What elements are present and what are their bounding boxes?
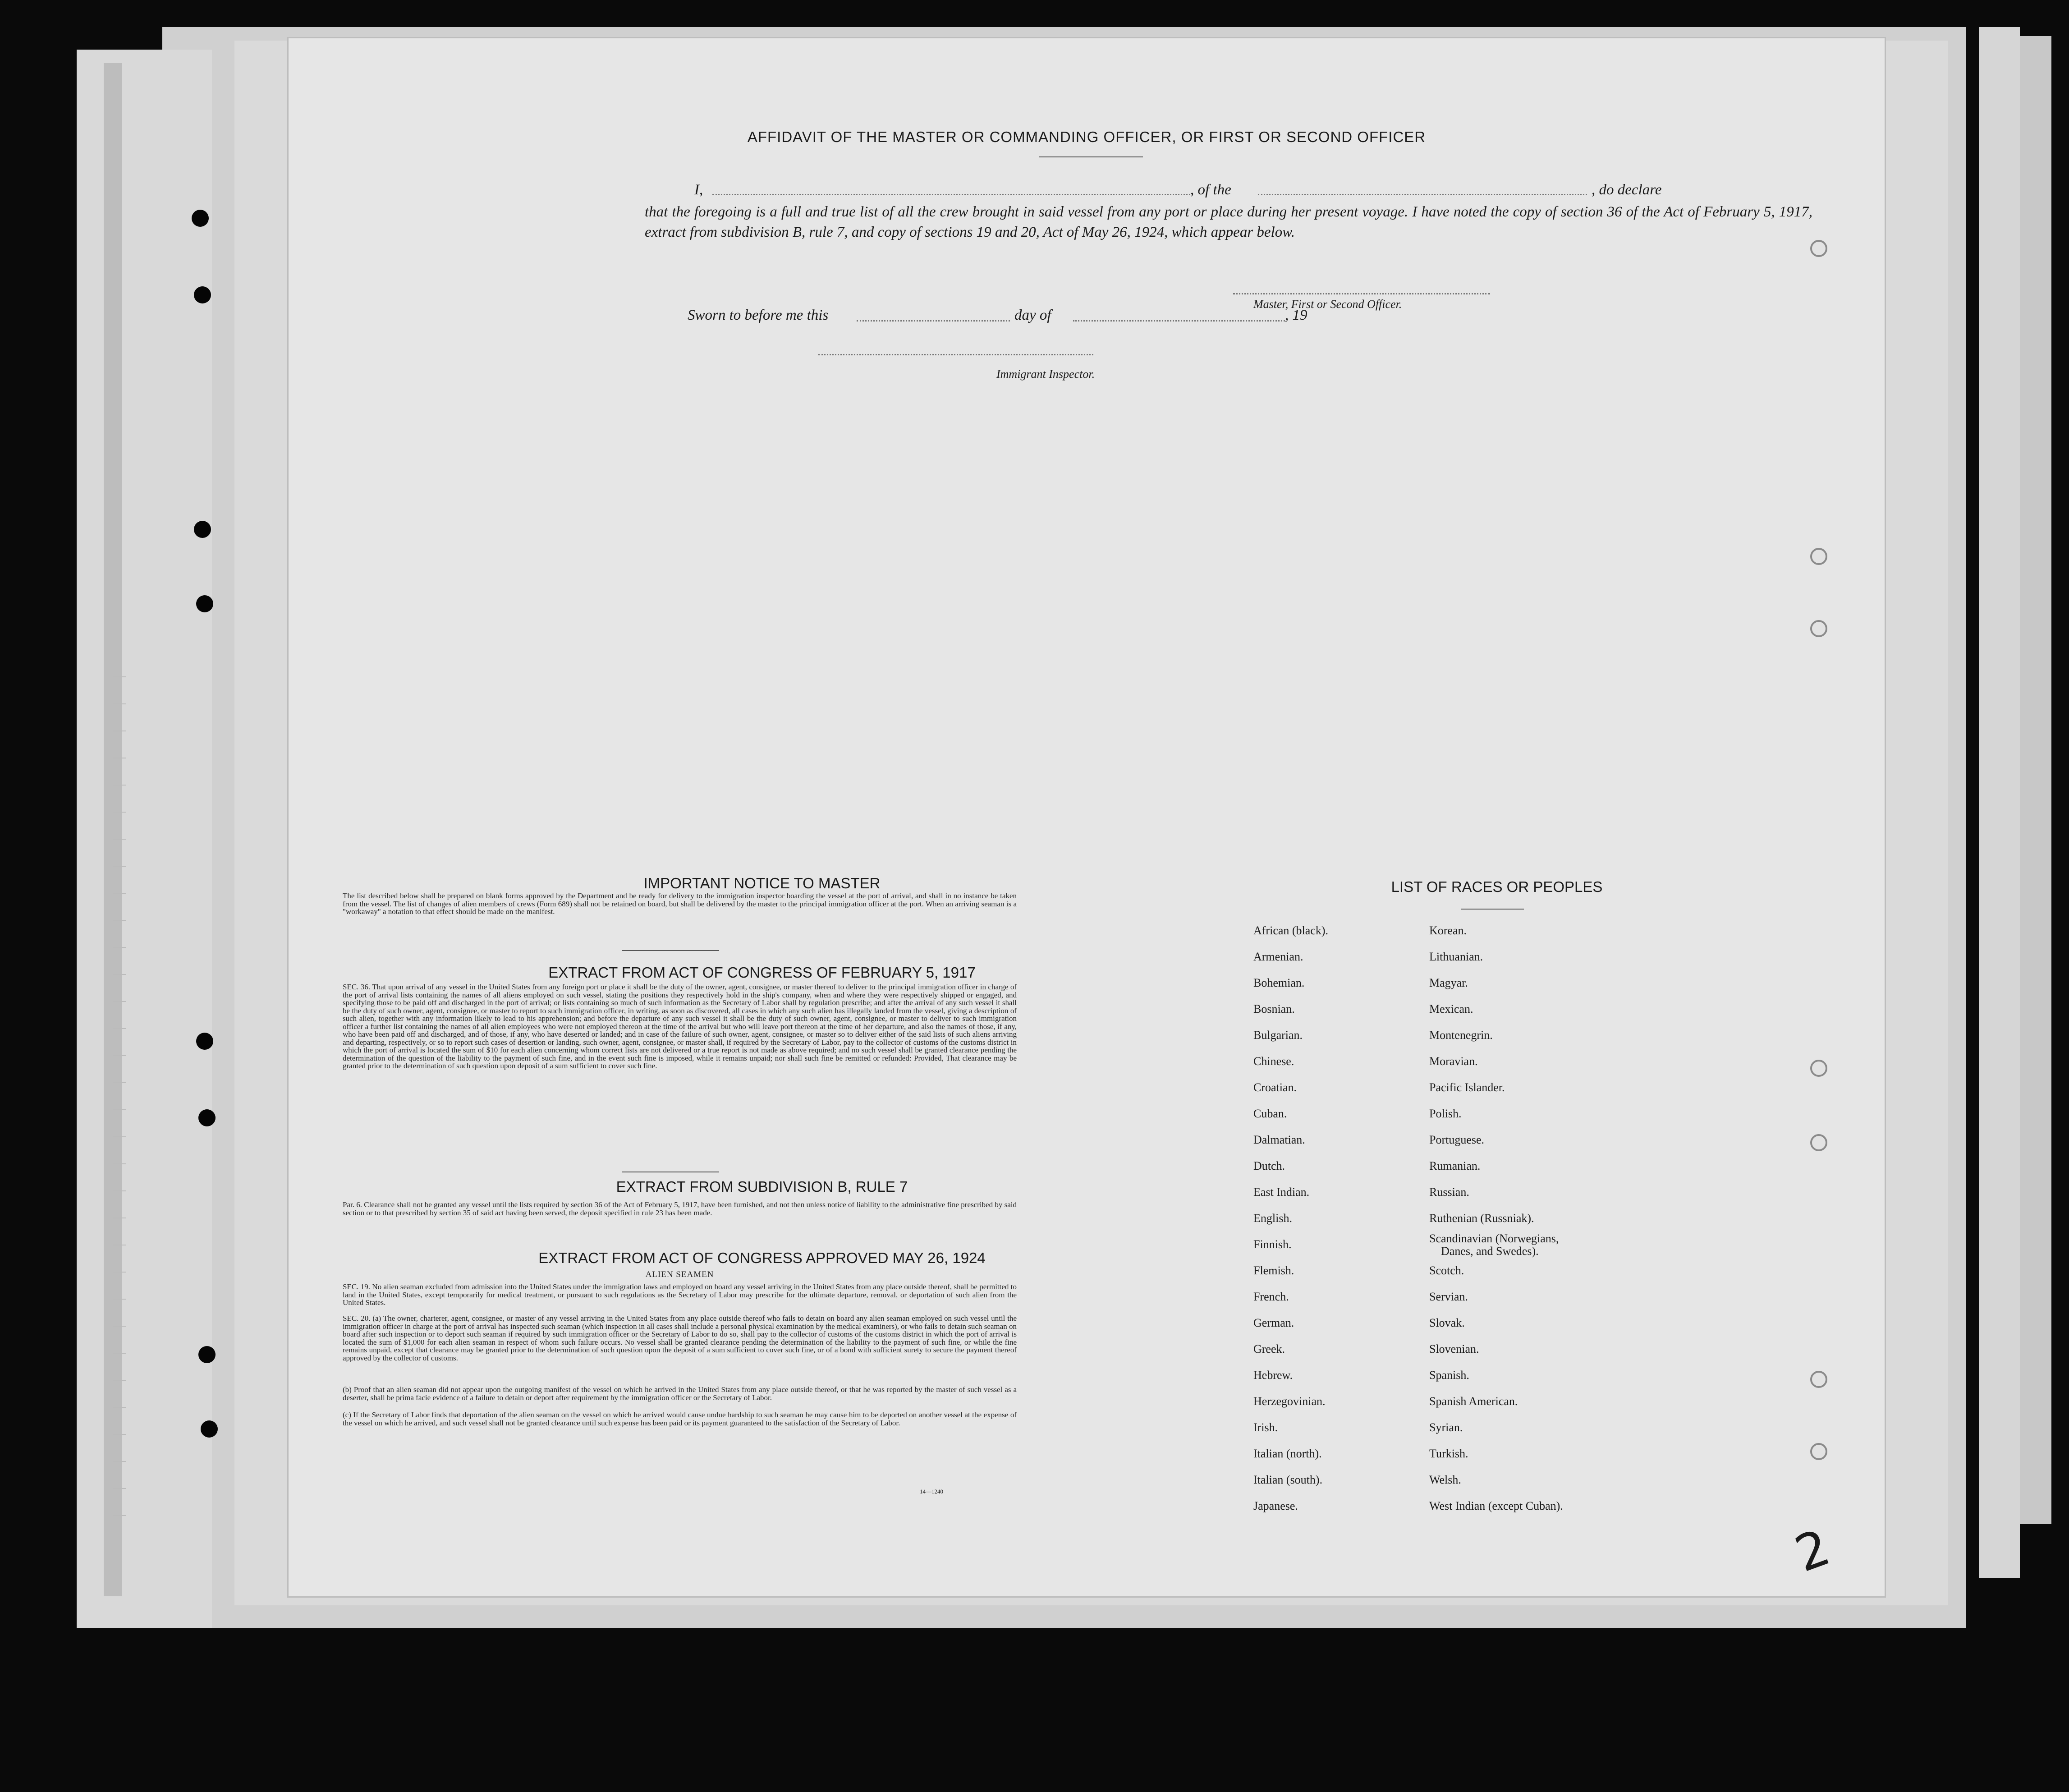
race-item: Montenegrin. — [1429, 1029, 1493, 1042]
punch-hole — [1810, 1443, 1827, 1460]
name-blank[interactable] — [712, 194, 1190, 195]
inspector-label: Immigrant Inspector. — [996, 368, 1095, 381]
race-item: Polish. — [1429, 1107, 1462, 1120]
notice-rule — [622, 950, 719, 951]
race-item: Magyar. — [1429, 976, 1468, 989]
extract-1924-title: EXTRACT FROM ACT OF CONGRESS APPROVED MAY 26, 1924 — [538, 1250, 986, 1266]
race-item: Bohemian. — [1253, 976, 1305, 989]
race-item: Irish. — [1253, 1421, 1278, 1434]
race-item: Spanish American. — [1429, 1395, 1518, 1408]
sec20b-text: (b) Proof that an alien seaman did not appear upon the outgoing manifest of the vessel on which he arrived in the United States from any place outside thereof, or that he was reported by the master of such vessel as a deserter, shall be prima facie evidence of a failure to detain or deport after requirement by the immigration officer or the Secretary of Labor. — [343, 1385, 1017, 1402]
race-item: Slovenian. — [1429, 1342, 1479, 1355]
title-rule — [1039, 156, 1143, 157]
inspector-blank[interactable] — [818, 354, 1093, 355]
race-item: African (black). — [1253, 924, 1329, 937]
notice-text: The list described below shall be prepared on blank forms approved by the Department and be ready for delivery to the immigration inspector boarding the vessel at the port of arrival, and shall in no instance be taken from the vessel. The list of changes of alien members of crews (Form 689) shall not be retained on board, but shall be delivered by the master to the principal immigration officer at the port. When an arriving seaman is a "workaway" a notation to that effect should be made on the manifest. — [343, 891, 1017, 916]
binder-hole — [201, 1420, 218, 1438]
punch-hole — [1810, 240, 1827, 257]
race-item: Portuguese. — [1429, 1133, 1485, 1146]
race-item: Bosnian. — [1253, 1002, 1295, 1015]
race-item: Korean. — [1429, 924, 1467, 937]
race-item: Japanese. — [1253, 1499, 1298, 1512]
affidavit-title: AFFIDAVIT OF THE MASTER OR COMMANDING OFFICER, OR FIRST OR SECOND OFFICER — [747, 129, 1426, 145]
race-item: Servian. — [1429, 1290, 1468, 1303]
race-item: Finnish. — [1253, 1238, 1292, 1251]
right-page-edge-2 — [2020, 36, 2051, 1524]
race-item: Syrian. — [1429, 1421, 1463, 1434]
sec19-text: SEC. 19. No alien seaman excluded from admission into the United States under the immigration laws and employed on board any vessel arriving in the United States from any place outside thereof, shall be permitted to land in the United States, except temporarily for medical treatment, or pursuant to such regulations as the Secretary of Labor may prescribe for the ultimate departure, removal, or deportation of such alien from the United States. — [343, 1282, 1017, 1307]
race-item: French. — [1253, 1290, 1289, 1303]
race-item: Dutch. — [1253, 1159, 1285, 1172]
race-item: Mexican. — [1429, 1002, 1473, 1015]
sec20c-text: (c) If the Secretary of Labor finds that deportation of the alien seaman on the vessel on which he arrived would cause undue hardship to such seaman he may cause him to be deported on another vessel at the expense of the vessel on which he arrived, and such vessel shall not be granted clearance until such expense has been paid or its payment guaranteed to the satisfaction of the Secretary of Labor. — [343, 1411, 1017, 1427]
right-page-edge — [1979, 27, 2020, 1578]
notice-title: IMPORTANT NOTICE TO MASTER — [643, 875, 881, 891]
race-item: Cuban. — [1253, 1107, 1287, 1120]
form-number: 14—1240 — [920, 1488, 943, 1495]
race-item: Scotch. — [1429, 1264, 1464, 1277]
races-title: LIST OF RACES OR PEOPLES — [1391, 878, 1603, 895]
affidavit-i: I, — [694, 182, 703, 198]
binder-hole — [192, 210, 209, 227]
races-left-column — [1253, 918, 1328, 1519]
punch-hole — [1810, 1134, 1827, 1151]
form-page — [289, 38, 1885, 1596]
rule7-title: EXTRACT FROM SUBDIVISION B, RULE 7 — [616, 1178, 908, 1195]
day-blank[interactable] — [857, 320, 1010, 322]
affidavit-of-the: , of the — [1190, 182, 1231, 198]
race-item: Greek. — [1253, 1342, 1285, 1355]
race-item: Italian (south). — [1253, 1473, 1323, 1486]
race-item: Ruthenian (Russniak). — [1429, 1212, 1534, 1225]
left-binder-edge — [77, 50, 212, 1628]
race-item: Italian (north). — [1253, 1447, 1322, 1460]
race-item: Armenian. — [1253, 950, 1303, 963]
race-item: West Indian (except Cuban). — [1429, 1499, 1563, 1512]
race-item: Slovak. — [1429, 1316, 1465, 1329]
rule7-text: Par. 6. Clearance shall not be granted any vessel until the lists required by section 36 of the Act of February 5, 1917, have been furnished, and not then unless notice of liability to the administrative fine prescribed by said section or to that prescribed by section 35 of said act having been served, the deposit specified in rule 23 has been made. — [343, 1200, 1017, 1217]
binder-hole — [198, 1109, 216, 1126]
binder-hole — [196, 595, 213, 612]
race-item: Flemish. — [1253, 1264, 1294, 1277]
race-item: Rumanian. — [1429, 1159, 1481, 1172]
race-item: Scandinavian (Norwegians, Danes, and Swedes). — [1429, 1232, 1559, 1258]
sworn-text: Sworn to before me this — [688, 307, 829, 323]
race-item: Lithuanian. — [1429, 950, 1483, 963]
race-item: Dalmatian. — [1253, 1133, 1305, 1146]
binder-hole — [194, 286, 211, 303]
race-item: Spanish. — [1429, 1369, 1469, 1382]
year-text: , 19 — [1285, 307, 1307, 323]
race-item: Herzegovinian. — [1253, 1395, 1326, 1408]
race-item: Chinese. — [1253, 1055, 1294, 1068]
punch-hole — [1810, 548, 1827, 565]
race-item: Moravian. — [1429, 1055, 1478, 1068]
race-item: English. — [1253, 1212, 1292, 1225]
month-blank[interactable] — [1073, 320, 1285, 322]
races-right-column — [1429, 918, 1563, 1519]
binder-hole — [198, 1346, 216, 1363]
vessel-blank[interactable] — [1258, 194, 1587, 195]
binder-hole — [194, 521, 211, 538]
signature-blank[interactable] — [1233, 293, 1490, 294]
race-item: German. — [1253, 1316, 1294, 1329]
race-item: East Indian. — [1253, 1185, 1310, 1199]
day-of-text: day of — [1014, 307, 1051, 323]
sec20a-text: SEC. 20. (a) The owner, charterer, agent, consignee, or master of any vessel arriving in the United States from any place outside thereof who fails to detain on board any alien seaman employed on such vessel until the immigration officer in charge at the port of arrival has inspected such seaman (which inspection in all cases shall include a personal physical examination by the medical examiners), or who fails to detain such seaman on board after such inspection or to deport such seaman if required by such immigration officer or the Secretary of Labor to do so, shall pay to the collector of customs of the customs district in which the port of arrival is located the sum of $1,000 for each alien seaman in respect of whom such failure occurs. No vessel shall be granted clearance pending the determination of the liability to the payment of such fine, or while the fine remains unpaid, except that clearance may be granted prior to the determination of such question upon the deposit of a sum sufficient to cover such fine, or of a bond with sufficient surety to secure the payment thereof approved by the collector of customs. — [343, 1314, 1017, 1362]
affidavit-body: that the foregoing is a full and true list of all the crew brought in said vessel from any port or place during her present voyage. I have noted the copy of section 36 of the Act of February 5, 1917, extract from subdivision B, rule 7, and copy of sections 19 and 20, Act of May 26, 1924, which appear below. — [645, 204, 1812, 240]
races-rule — [1461, 909, 1524, 910]
punch-hole — [1810, 1371, 1827, 1388]
binder-hole — [196, 1033, 213, 1050]
race-item: Bulgarian. — [1253, 1029, 1303, 1042]
alien-seamen-subtitle: ALIEN SEAMEN — [645, 1270, 714, 1279]
race-item: Pacific Islander. — [1429, 1081, 1505, 1094]
master-label: Master, First or Second Officer. — [1253, 298, 1402, 311]
affidavit-declare: , do declare — [1592, 182, 1662, 198]
extract-1917-title: EXTRACT FROM ACT OF CONGRESS OF FEBRUARY 5, 1917 — [548, 964, 976, 981]
race-item: Turkish. — [1429, 1447, 1468, 1460]
race-item: Russian. — [1429, 1185, 1469, 1199]
race-item: Welsh. — [1429, 1473, 1461, 1486]
handwritten-page-number: 2 — [1788, 1518, 1837, 1584]
ruled-edge — [113, 676, 126, 1533]
race-item: Croatian. — [1253, 1081, 1297, 1094]
punch-hole — [1810, 620, 1827, 637]
race-item: Hebrew. — [1253, 1369, 1293, 1382]
punch-hole — [1810, 1060, 1827, 1077]
extract-1917-text: SEC. 36. That upon arrival of any vessel in the United States from any foreign port or place it shall be the duty of the owner, agent, consignee, or master thereof to deliver to the principal immigration officer in charge of the port of arrival lists containing the names of all aliens employed on such vessel, stating the positions they respectively hold in the ship's company, when and where they were respectively shipped or engaged, and specifying those to be paid off and discharged in the port of arrival; or lists containing so much of such information as the Secretary of Labor shall by regulation prescribe; and after the arrival of any such vessel it shall be the duty of such owner, agent, consignee, or master to report to such immigration officer, in writing, as soon as discovered, all cases in which any such alien has illegally landed from the vessel, giving a description of such alien, together with any information likely to lead to his apprehension; and before the departure of any such vessel it shall be the duty of such owner, agent, consignee, or master to deliver to such immigration officer a further list containing the names of all alien employees who were not employed thereon at the time of the arrival but who will leave port thereon at the time of her departure, and also the names of those, if any, who have been paid off and discharged, and of those, if any, who have deserted or landed; and in case of the failure of such owner, agent, consignee, or master so to deliver either of the said lists of such aliens arriving and departing, respectively, or so to report such cases of desertion or landing, such owner, agent, consignee, or master shall, if required by the Secretary of Labor, pay to the collector of customs of the customs district in which the port of arrival is located the sum of $10 for each alien concerning whom correct lists are not delivered or a true report is not made as above required; and no such vessel shall be granted clearance pending the determination of the question of the liability to the payment of such fine, and in the event such fine is imposed, while it remains unpaid; nor shall such fine be remitted or refunded: Provided, That clearance may be granted prior to the determination of such question upon deposit of a sum sufficient to cover such fine. — [343, 983, 1017, 1070]
